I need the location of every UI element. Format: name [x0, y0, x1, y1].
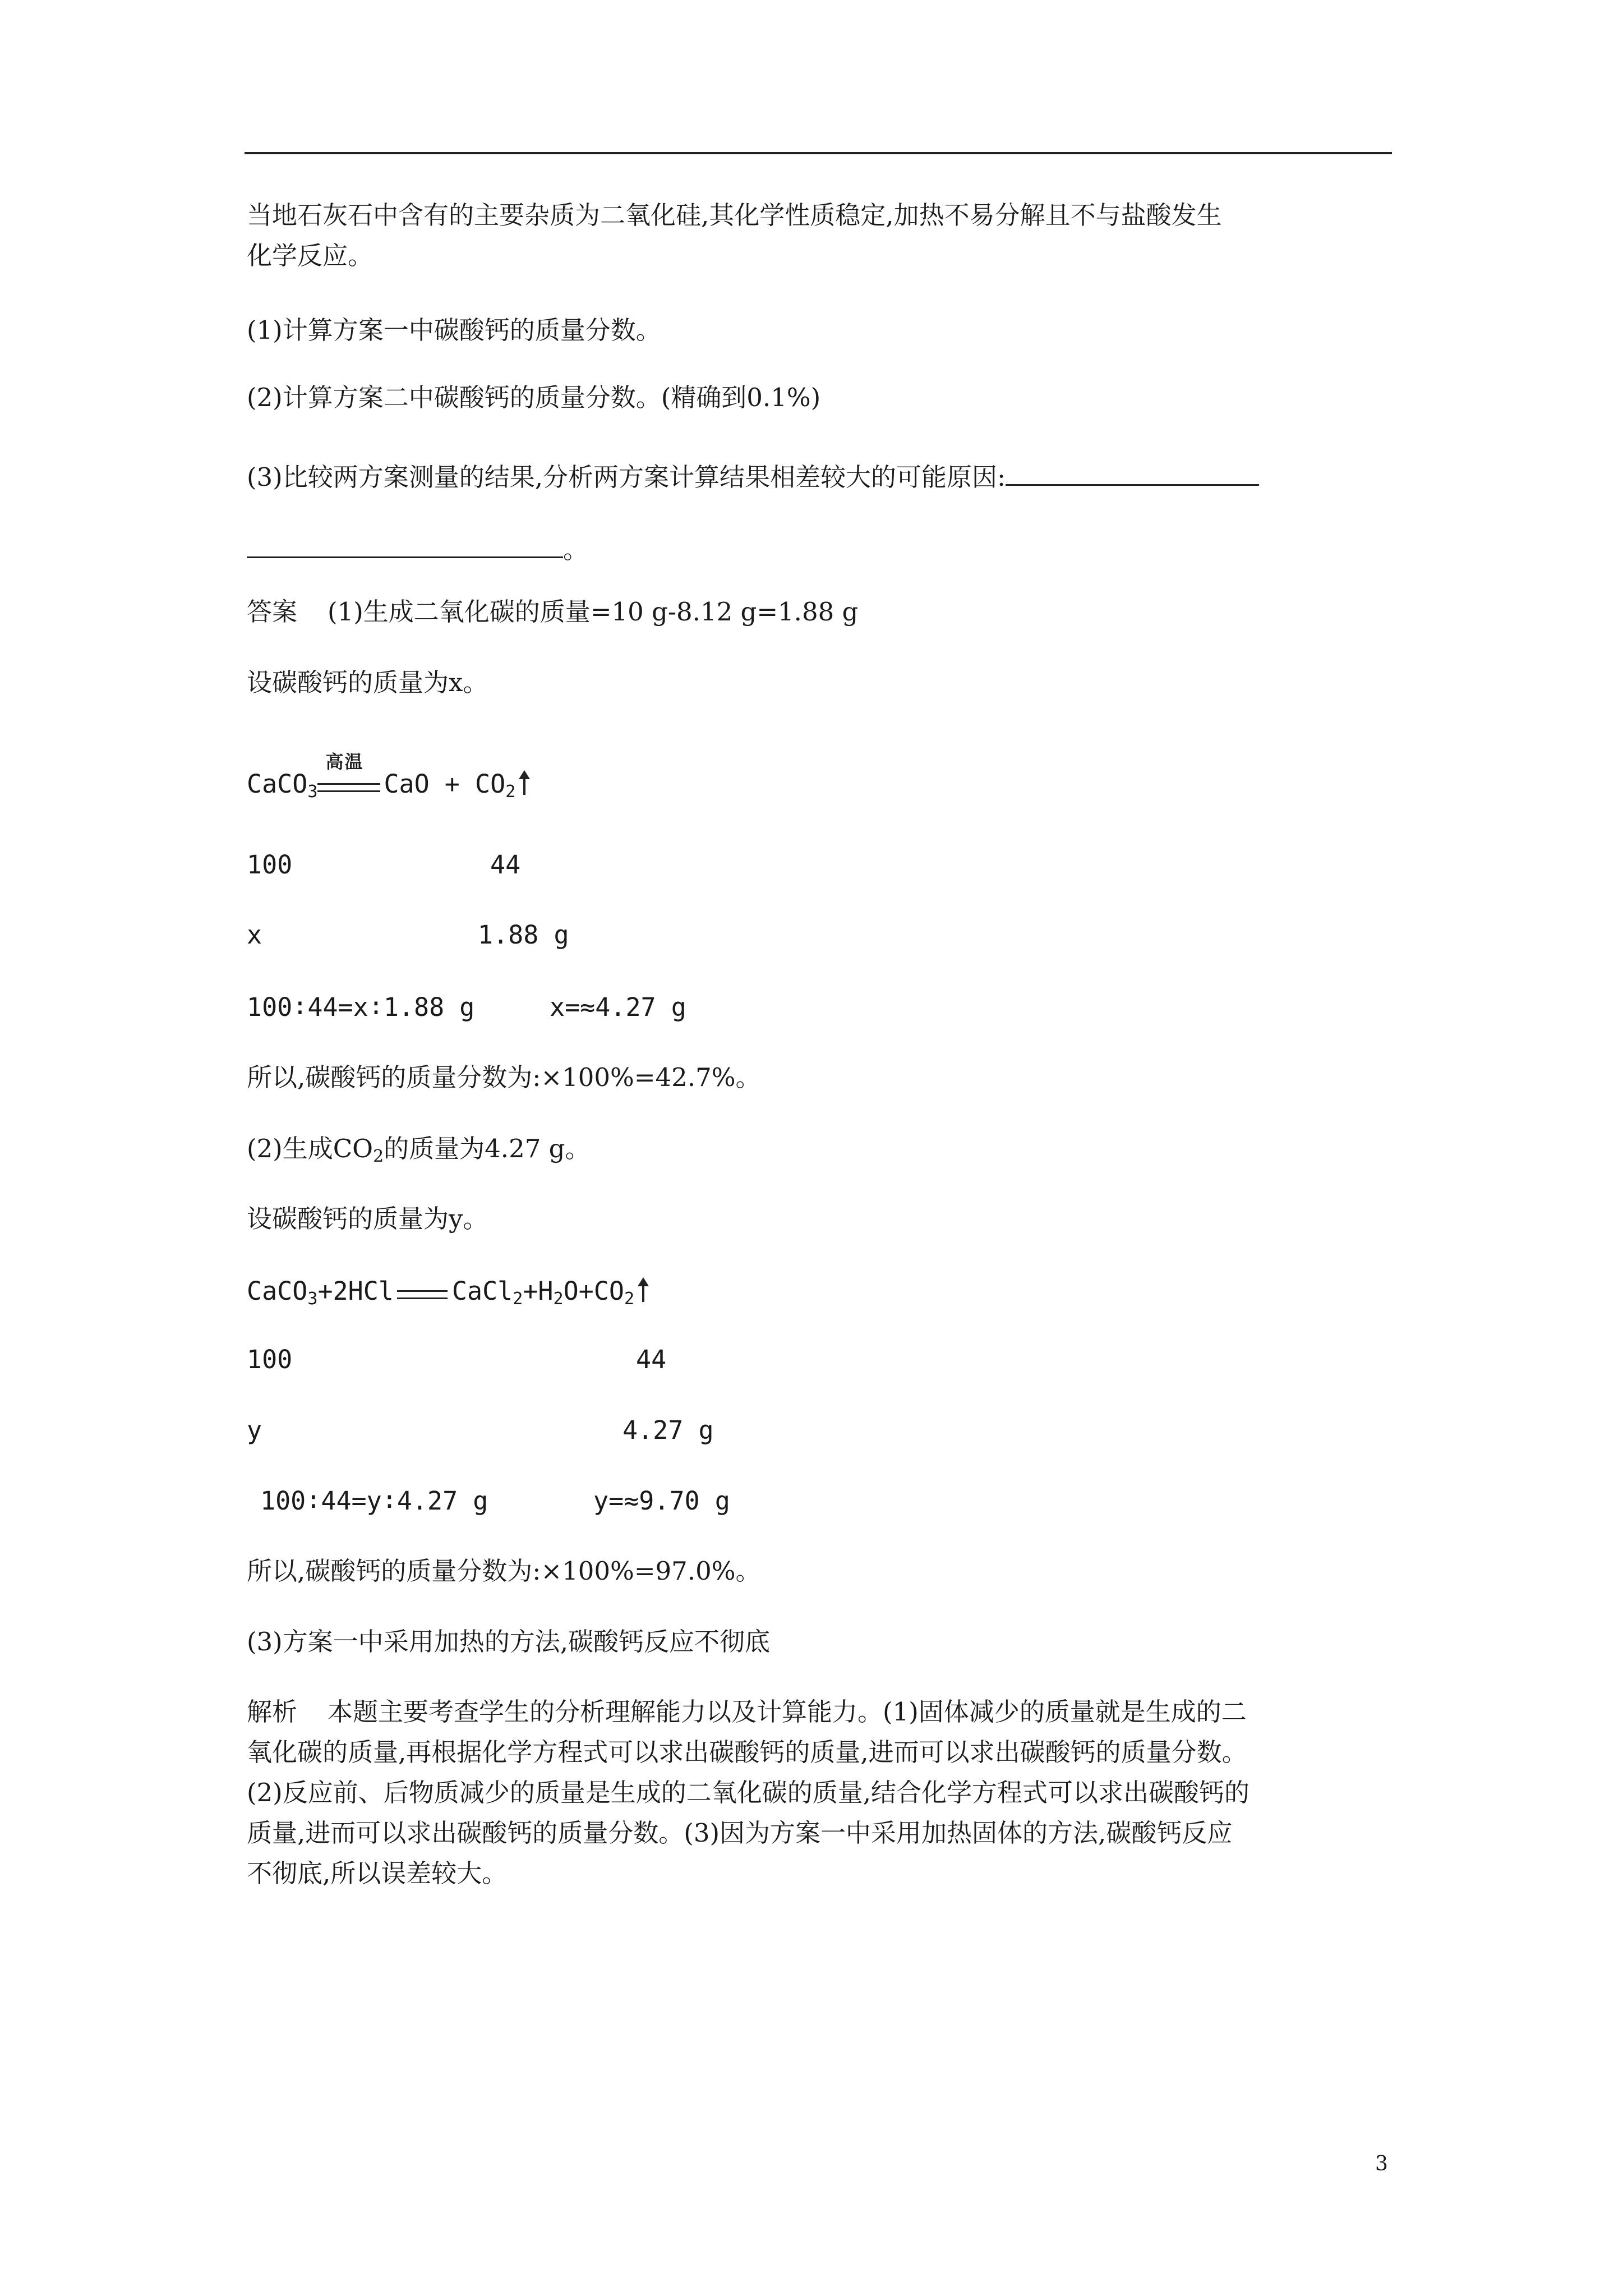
answer-part-1-text: (1)生成二氧化碳的质量=10 g-8.12 g=1.88 g [328, 597, 859, 627]
proportion-1-result: x=≈4.27 g [550, 992, 686, 1022]
eq1-row-2-left: x [247, 920, 262, 950]
question-3 [247, 457, 1259, 493]
eq2-sub-3: 2 [513, 1289, 523, 1309]
answer-blank-1 [1006, 457, 1259, 486]
question-3-continued [247, 530, 588, 565]
question-2: (2)计算方案二中碳酸钙的质量分数。(精确到0.1%) [247, 383, 821, 412]
proportion-2: 100∶44=y∶4.27 g [260, 1486, 488, 1516]
question-3-text: (3)比较两方案测量的结果,分析两方案计算结果相差较大的可能原因: [247, 462, 1006, 492]
header-rule [245, 152, 1392, 154]
eq2-row-2-left: y [247, 1415, 262, 1445]
eq1-rhs-sub: 2 [505, 782, 516, 802]
answer-part-2-post: 的质量为4.27 g。 [384, 1134, 591, 1163]
answer-part-2 [247, 1133, 590, 1172]
intro-line-2: 化学反应。 [247, 241, 374, 270]
eq2-sub-1: 3 [307, 1289, 318, 1309]
eq2-row-2-right: 4.27 g [623, 1415, 714, 1445]
eq2-part-1: CaCO [247, 1276, 308, 1306]
analysis-line-1-text: 本题主要考查学生的分析理解能力以及计算能力。(1)固体减少的质量就是生成的二 [328, 1697, 1247, 1727]
result-2: 所以,碳酸钙的质量分数为:×100%=97.0%。 [247, 1556, 761, 1586]
analysis-line-5: 不彻底,所以误差较大。 [247, 1858, 508, 1888]
answer-part-2-sub: 2 [373, 1147, 384, 1166]
gas-arrow-icon [638, 1277, 649, 1302]
page-number: 3 [1375, 2152, 1388, 2175]
intro-line-1: 当地石灰石中含有的主要杂质为二氧化硅,其化学性质稳定,加热不易分解且不与盐酸发生 [247, 200, 1222, 230]
eq2-part-5: O+CO [563, 1276, 624, 1306]
eq1-lhs-sub: 3 [307, 782, 318, 802]
gas-arrow-icon [519, 770, 530, 795]
eq2-row-1-left: 100 [247, 1345, 293, 1374]
analysis-label: 解析 [247, 1697, 298, 1727]
set-x: 设碳酸钙的质量为x。 [247, 668, 488, 697]
answer-label: 答案 [247, 597, 298, 627]
analysis-line-1 [247, 1696, 1247, 1728]
eq1-lhs: CaCO [247, 769, 308, 799]
eq2-part-2: +2HCl [317, 1276, 394, 1306]
eq2-equals-sign [394, 1276, 452, 1307]
eq1-row-2-right: 1.88 g [478, 920, 569, 950]
proportion-1: 100∶44=x∶1.88 g [247, 992, 475, 1022]
equation-1 [247, 751, 530, 808]
answer-part-1 [247, 596, 858, 628]
analysis-line-4: 质量,进而可以求出碳酸钙的质量分数。(3)因为方案一中采用加热固体的方法,碳酸钙反应 [247, 1818, 1233, 1848]
equation-2 [247, 1276, 649, 1315]
eq1-row-1 [247, 849, 292, 881]
eq2-row-1-right: 44 [636, 1345, 667, 1374]
result-1: 所以,碳酸钙的质量分数为:×100%=42.7%。 [247, 1062, 761, 1092]
eq1-row-1-right: 44 [490, 850, 521, 880]
eq1-rhs: CaO + CO [384, 769, 506, 799]
analysis-line-2: 氧化碳的质量,再根据化学方程式可以求出碳酸钙的质量,进而可以求出碳酸钙的质量分数。 [247, 1737, 1247, 1767]
eq2-part-4: +H [523, 1276, 554, 1306]
eq1-row-1-left: 100 [247, 850, 293, 880]
question-1: (1)计算方案一中碳酸钙的质量分数。 [247, 315, 661, 345]
question-3-end: 。 [563, 535, 589, 564]
answer-blank-2 [247, 530, 563, 558]
eq2-sub-4: 2 [553, 1289, 564, 1309]
answer-part-3: (3)方案一中采用加热的方法,碳酸钙反应不彻底 [247, 1627, 771, 1657]
eq2-part-3: CaCl [451, 1276, 513, 1306]
analysis-line-3: (2)反应前、后物质减少的质量是生成的二氧化碳的质量,结合化学方程式可以求出碳酸钙的 [247, 1778, 1250, 1807]
set-y: 设碳酸钙的质量为y。 [247, 1204, 488, 1234]
eq1-condition: 高温 [325, 751, 364, 772]
eq2-sub-5: 2 [624, 1289, 635, 1309]
proportion-2-result: y=≈9.70 g [593, 1486, 730, 1516]
answer-part-2-pre: (2)生成CO [247, 1134, 374, 1163]
eq1-equals-sign [317, 751, 384, 800]
